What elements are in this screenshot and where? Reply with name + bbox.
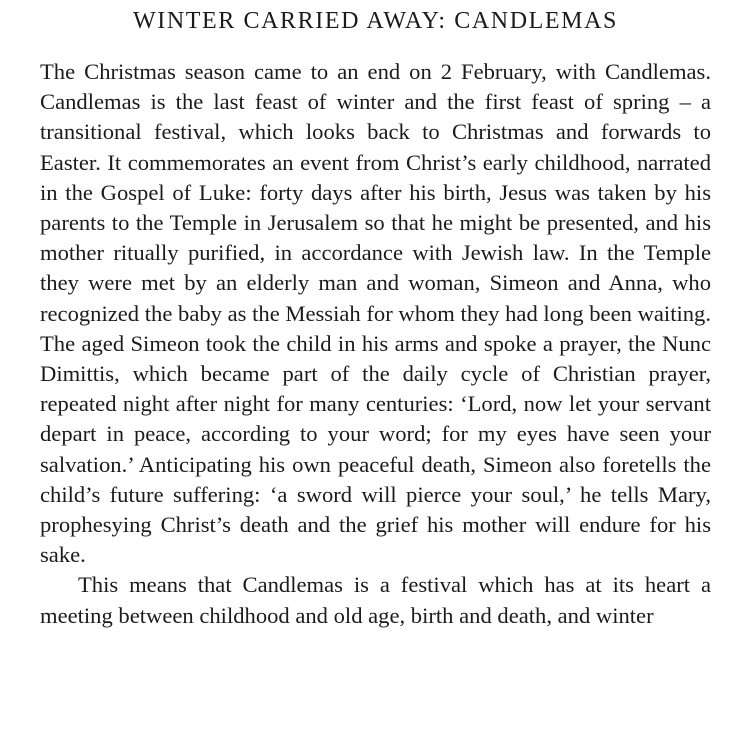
body-text [40, 57, 711, 631]
paragraph-candlemas-meaning: This means that Candlemas is a festival which has at its heart a meeting between childhood and old age, birth and death, and winter [40, 572, 711, 628]
paragraph-candlemas-intro: The Christmas season came to an end on 2 February, with Candlemas. Candlemas is the last feast of winter and the first feast of spring – a transitional festival, which looks back to Christmas and forwards to Easter. It commemorates an event from Christ’s early childhood, narrated in the Gospel of Luke: forty days after his birth, Jesus was taken by his parents to the Temple in Jerusalem so that he might be presented, and his mother ritually purified, in accordance with Jewish law. In the Temple they were met by an elderly man and woman, Simeon and Anna, who recognized the baby as the Messiah for whom they had long been waiting. The aged Simeon took the child in his arms and spoke a prayer, the Nunc Dimittis, which became part of the daily cycle of Christian prayer, repeated night after night for many centuries: ‘Lord, now let your servant depart in peace, according to your word; for my eyes have seen your salvation.’ Anticipating his own peaceful death, Simeon also foretells the child’s future suffering: ‘a sword will pierce your soul,’ he tells Mary, prophesying Christ’s death and the grief his mother will endure for his sake. [40, 59, 711, 568]
chapter-heading: WINTER CARRIED AWAY: CANDLEMAS [133, 8, 618, 34]
